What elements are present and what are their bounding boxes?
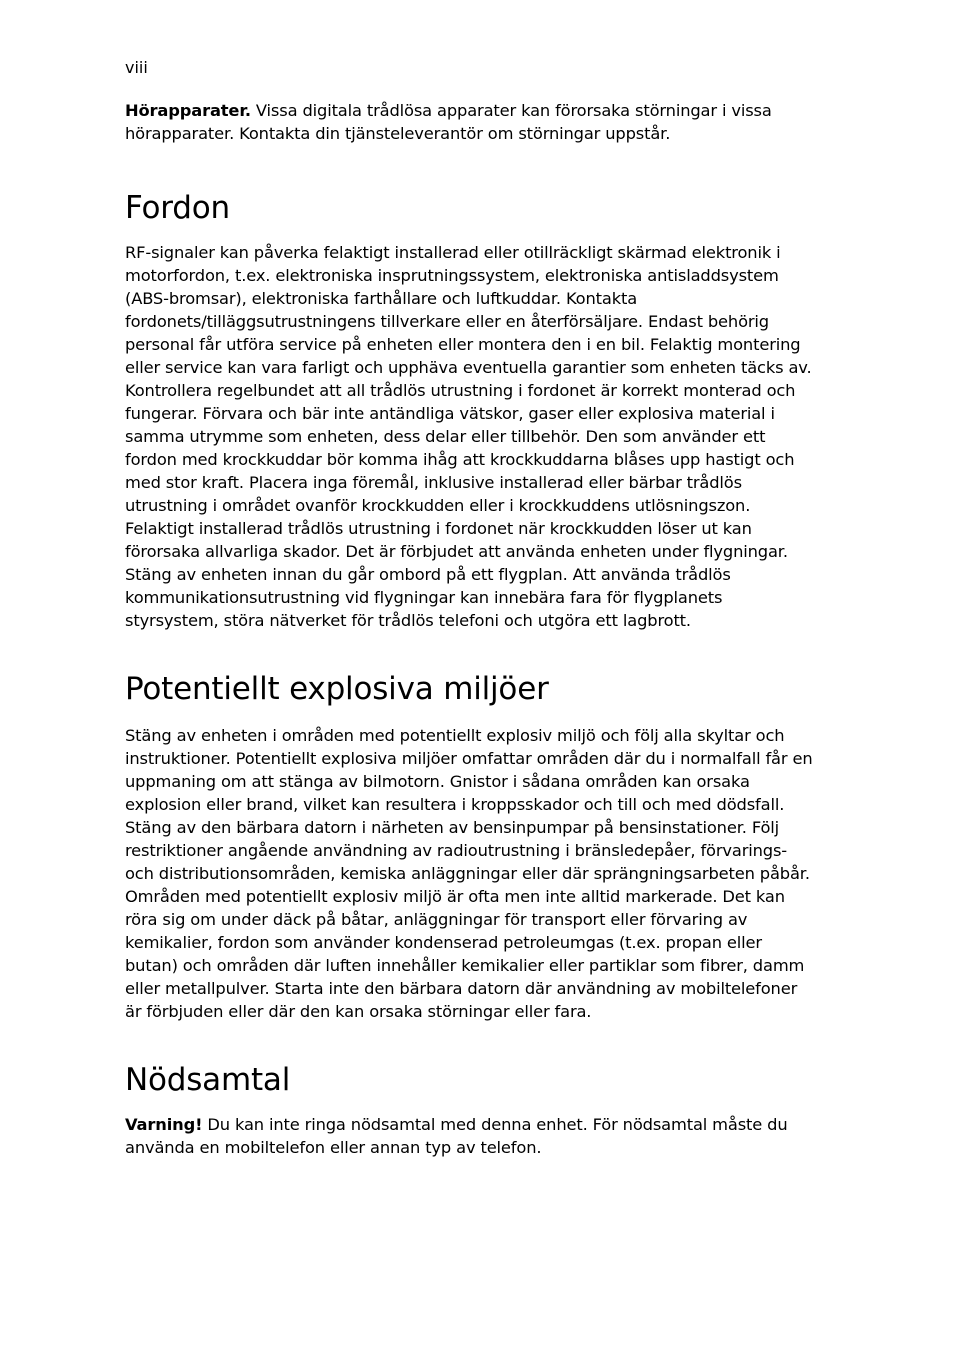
vehicles-heading: Fordon	[125, 190, 230, 226]
page-number: viii	[125, 58, 148, 77]
emergency-calls-text: Du kan inte ringa nödsamtal med denna enhet. För nödsamtal måste du använda en mobiltelefon eller annan typ av telefon.	[125, 1115, 788, 1157]
vehicles-paragraph: RF-signaler kan påverka felaktigt installerad eller otillräckligt skärmad elektronik i motorfordon, t.ex. elektroniska insprutningssystem, elektroniska antisladdsystem (ABS-bromsar), elektroniska farthållare och luftkuddar. Kontakta fordonets/tilläggsutrustningens tillverkare eller en återförsäljare. Endast behörig personal får utföra service på enheten eller montera den i en bil. Felaktig montering eller service kan vara farligt och upphäva eventuella garantier som enheten täcks av. Kontrollera regelbundet att all trådlös utrustning i fordonet är korrekt monterad och fungerar. Förvara och bär inte antändliga vätskor, gaser eller explosiva material i samma utrymme som enheten, dess delar eller tillbehör. Den som använder ett fordon med krockkuddar bör komma ihåg att krockkuddarna blåses upp hastigt och med stor kraft. Placera inga föremål, inklusive installerad eller bärbar trådlös utrustning i området ovanför krockkudden eller i krockkuddens utlösningszon. Felaktigt installerad trådlös utrustning i fordonet när krockkudden löser ut kan förorsaka allvarliga skador. Det är förbjudet att använda enheten under flygningar. Stäng av enheten innan du går ombord på ett flygplan. Att använda trådlös kommunikationsutrustning vid flygningar kan innebära fara för flygplanets styrsystem, störa nätverket för trådlös telefoni och utgöra ett lagbrott.	[125, 243, 812, 630]
hearing-aids-text: Vissa digitala trådlösa apparater kan förorsaka störningar i vissa hörapparater. Kontakta din tjänsteleverantör om störningar uppstår.	[125, 101, 772, 143]
hearing-aids-paragraph	[125, 99, 815, 145]
emergency-calls-paragraph	[125, 1113, 815, 1159]
document-page	[125, 56, 815, 1159]
explosive-environments-heading: Potentiellt explosiva miljöer	[125, 671, 549, 707]
explosive-environments-paragraph: Stäng av enheten i områden med potentiellt explosiv miljö och följ alla skyltar och instruktioner. Potentiellt explosiva miljöer omfattar områden där du i normalfall får en uppmaning om att stänga av bilmotorn. Gnistor i sådana områden kan orsaka explosion eller brand, vilket kan resultera i kroppsskador och till och med dödsfall. Stäng av den bärbara datorn i närheten av bensinpumpar på bensinstationer. Följ restriktioner angående användning av radioutrustning i bränsledepåer, förvarings- och distributionsområden, kemiska anläggningar eller där sprängningsarbeten påbår. Områden med potentiellt explosiv miljö är ofta men inte alltid markerade. Det kan röra sig om under däck på båtar, anläggningar för transport eller förvaring av kemikalier, fordon som använder kondenserad petroleumgas (t.ex. propan eller butan) och områden där luften innehåller kemikalier eller partiklar som fibrer, damm eller metallpulver. Starta inte den bärbara datorn där användning av mobiltelefoner är förbjuden eller där den kan orsaka störningar eller fara.	[125, 726, 813, 1021]
emergency-warning-lead: Varning!	[125, 1115, 203, 1134]
emergency-calls-heading: Nödsamtal	[125, 1062, 291, 1098]
hearing-aids-lead: Hörapparater.	[125, 101, 251, 120]
